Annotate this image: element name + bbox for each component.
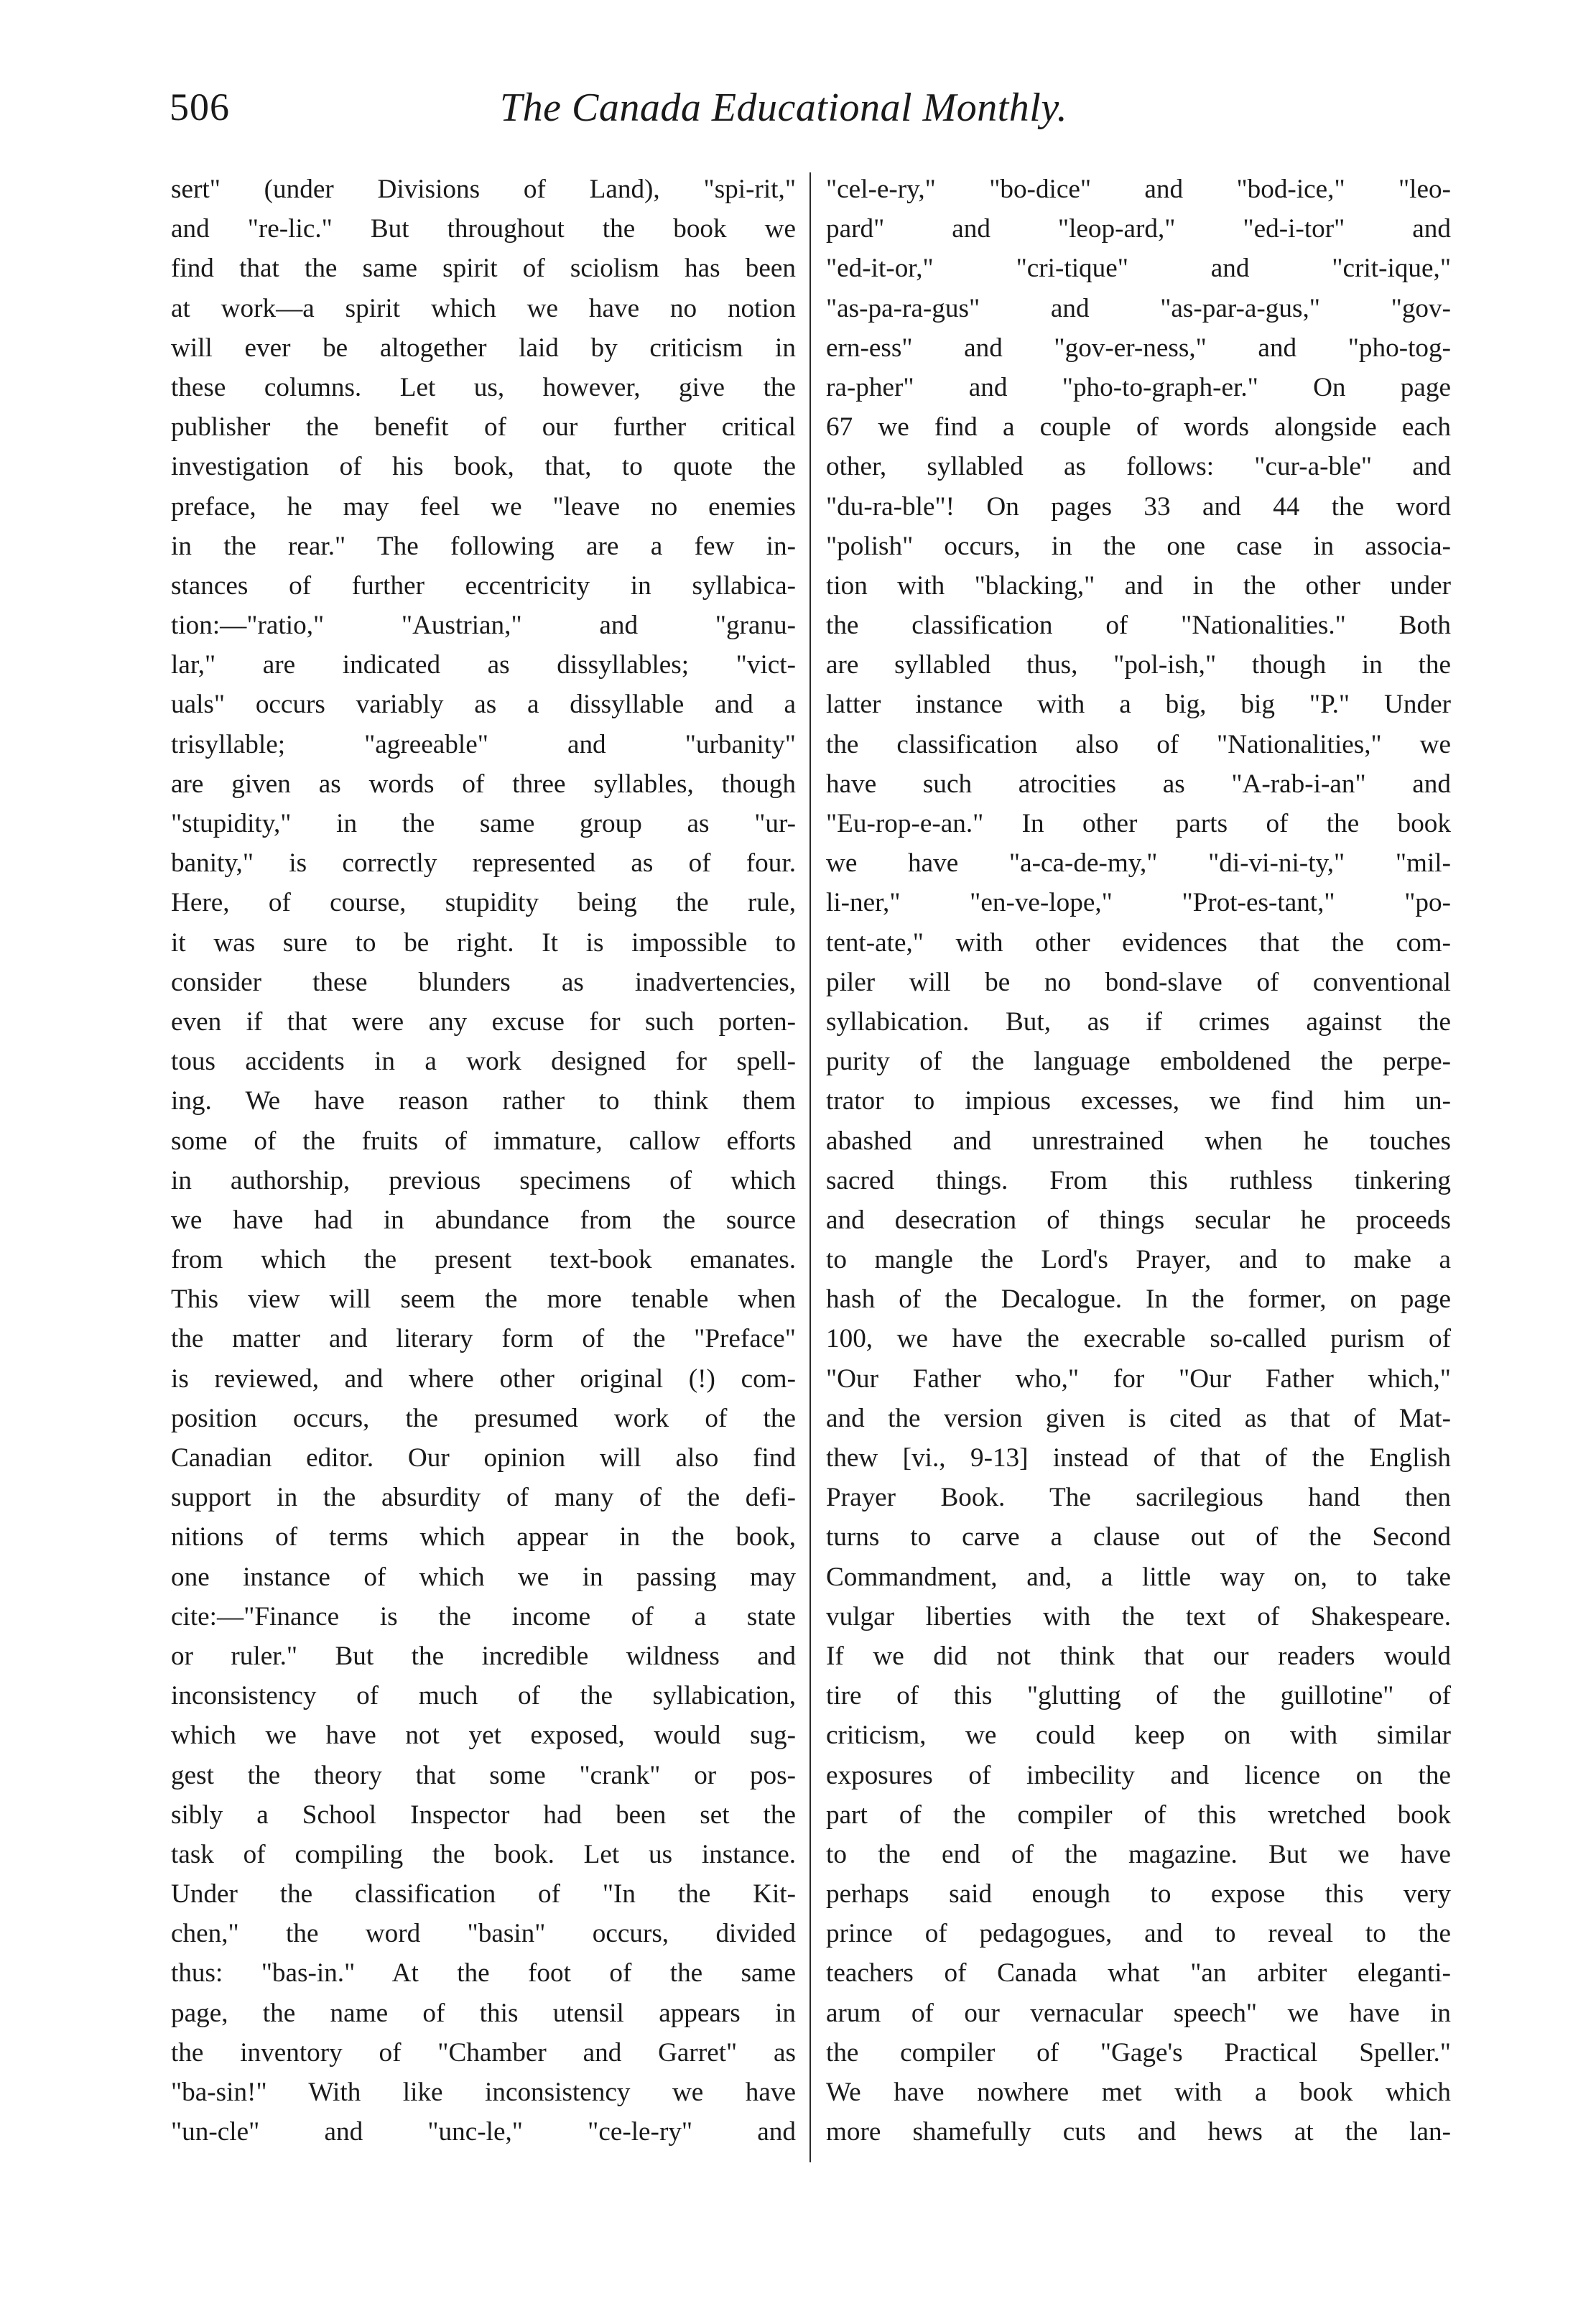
text-line: the classification of "Nationalities." Both bbox=[826, 611, 1451, 641]
text-line: trator to impious excesses, we find him un- bbox=[826, 1086, 1451, 1116]
text-line: tion:—"ratio," "Austrian," and "granu- bbox=[171, 611, 796, 641]
text-line: to the end of the magazine. But we have bbox=[826, 1839, 1451, 1869]
text-line: are given as words of three syllables, though bbox=[171, 769, 796, 799]
right-text-column bbox=[826, 170, 1451, 2152]
text-line: teachers of Canada what "an arbiter eleganti- bbox=[826, 1958, 1451, 1989]
text-line: hash of the Decalogue. In the former, on page bbox=[826, 1284, 1451, 1315]
text-line: thus: "bas-in." At the foot of the same bbox=[171, 1958, 796, 1989]
text-line: preface, he may feel we "leave no enemies bbox=[171, 491, 796, 522]
text-line: prince of pedagogues, and to reveal to the bbox=[826, 1919, 1451, 1949]
text-line: or ruler." But the incredible wildness and bbox=[171, 1641, 796, 1671]
text-line: "Eu-rop-e-an." In other parts of the book bbox=[826, 809, 1451, 838]
text-line: sibly a School Inspector had been set the bbox=[171, 1800, 796, 1830]
text-line: chen," the word "basin" occurs, divided bbox=[171, 1919, 796, 1949]
text-line: page, the name of this utensil appears in bbox=[171, 1998, 796, 2028]
text-line: which we have not yet exposed, would sug- bbox=[171, 1721, 796, 1751]
text-line: consider these blunders as inadvertencies, bbox=[171, 967, 796, 997]
text-line: turns to carve a clause out of the Second bbox=[826, 1522, 1451, 1552]
text-line: "du-ra-ble"! On pages 33 and 44 the word bbox=[826, 491, 1451, 522]
text-line: and the version given is cited as that of Mat- bbox=[826, 1403, 1451, 1433]
text-line: "ed-it-or," "cri-tique" and "crit-ique," bbox=[826, 254, 1451, 284]
text-line: "Our Father who," for "Our Father which," bbox=[826, 1364, 1451, 1394]
text-line: in the rear." The following are a few in- bbox=[171, 531, 796, 561]
text-line: Under the classification of "In the Kit- bbox=[171, 1879, 796, 1909]
text-line: these columns. Let us, however, give the bbox=[171, 372, 796, 402]
text-line: thew [vi., 9-13] instead of that of the English bbox=[826, 1443, 1451, 1473]
text-line: in authorship, previous specimens of which bbox=[171, 1165, 796, 1195]
text-line: li-ner," "en-ve-lope," "Prot-es-tant," "po- bbox=[826, 888, 1451, 918]
text-line: to mangle the Lord's Prayer, and to make a bbox=[826, 1245, 1451, 1275]
text-line: ern-ess" and "gov-er-ness," and "pho-tog- bbox=[826, 333, 1451, 363]
text-line: more shamefully cuts and hews at the lan- bbox=[826, 2117, 1451, 2147]
text-line: arum of our vernacular speech" we have in bbox=[826, 1998, 1451, 2028]
text-line: some of the fruits of immature, callow efforts bbox=[171, 1126, 796, 1156]
text-line: syllabication. But, as if crimes against the bbox=[826, 1006, 1451, 1037]
text-line: sacred things. From this ruthless tinkering bbox=[826, 1165, 1451, 1195]
column-divider bbox=[809, 172, 811, 2162]
text-line: sert" (under Divisions of Land), "spi-rit," bbox=[171, 175, 796, 204]
text-line: This view will seem the more tenable when bbox=[171, 1284, 796, 1315]
text-line: tire of this "glutting of the guillotine" of bbox=[826, 1681, 1451, 1711]
page-number: 506 bbox=[170, 85, 230, 129]
text-line: the compiler of "Gage's Practical Speller." bbox=[826, 2037, 1451, 2068]
text-line: support in the absurdity of many of the defi- bbox=[171, 1483, 796, 1513]
text-line: position occurs, the presumed work of the bbox=[171, 1403, 796, 1433]
text-line: gest the theory that some "crank" or pos- bbox=[171, 1760, 796, 1790]
text-line: purity of the language emboldened the perpe- bbox=[826, 1047, 1451, 1077]
text-line: the classification also of "Nationalities," we bbox=[826, 729, 1451, 759]
text-line: we have had in abundance from the source bbox=[171, 1205, 796, 1235]
text-line: is reviewed, and where other original (!) com- bbox=[171, 1364, 796, 1394]
text-line: and desecration of things secular he proceeds bbox=[826, 1205, 1451, 1235]
text-line: nitions of terms which appear in the book, bbox=[171, 1522, 796, 1552]
text-line: "stupidity," in the same group as "ur- bbox=[171, 809, 796, 838]
text-line: trisyllable; "agreeable" and "urbanity" bbox=[171, 729, 796, 759]
text-line: task of compiling the book. Let us instance. bbox=[171, 1839, 796, 1869]
text-line: even if that were any excuse for such porten- bbox=[171, 1006, 796, 1037]
text-line: other, syllabled as follows: "cur-a-ble" and bbox=[826, 452, 1451, 482]
text-line: stances of further eccentricity in syllabica- bbox=[171, 570, 796, 601]
text-line: pard" and "leop-ard," "ed-i-tor" and bbox=[826, 214, 1451, 244]
text-line: at work—a spirit which we have no notion bbox=[171, 293, 796, 323]
text-line: "ba-sin!" With like inconsistency we have bbox=[171, 2078, 796, 2107]
text-line: perhaps said enough to expose this very bbox=[826, 1879, 1451, 1909]
text-line: will ever be altogether laid by criticism in bbox=[171, 333, 796, 363]
text-line: the matter and literary form of the "Preface" bbox=[171, 1324, 796, 1354]
text-line: Canadian editor. Our opinion will also find bbox=[171, 1443, 796, 1473]
text-line: have such atrocities as "A-rab-i-an" and bbox=[826, 769, 1451, 799]
text-line: criticism, we could keep on with similar bbox=[826, 1721, 1451, 1751]
text-line: abashed and unrestrained when he touches bbox=[826, 1126, 1451, 1156]
text-line: part of the compiler of this wretched book bbox=[826, 1800, 1451, 1830]
text-line: "as-pa-ra-gus" and "as-par-a-gus," "gov- bbox=[826, 293, 1451, 323]
text-line: "polish" occurs, in the one case in associa- bbox=[826, 531, 1451, 561]
text-line: ra-pher" and "pho-to-graph-er." On page bbox=[826, 372, 1451, 402]
text-line: If we did not think that our readers would bbox=[826, 1641, 1451, 1671]
text-line: vulgar liberties with the text of Shakespeare. bbox=[826, 1601, 1451, 1631]
text-line: tion with "blacking," and in the other under bbox=[826, 570, 1451, 601]
text-line: tent-ate," with other evidences that the com- bbox=[826, 927, 1451, 958]
text-line: 67 we find a couple of words alongside each bbox=[826, 412, 1451, 443]
text-line: Commandment, and, a little way on, to take bbox=[826, 1562, 1451, 1592]
text-line: cite:—"Finance is the income of a state bbox=[171, 1601, 796, 1631]
text-line: ing. We have reason rather to think them bbox=[171, 1086, 796, 1116]
left-text-column bbox=[171, 170, 796, 2152]
text-line: uals" occurs variably as a dissyllable and a bbox=[171, 690, 796, 720]
text-line: "un-cle" and "unc-le," "ce-le-ry" and bbox=[171, 2117, 796, 2147]
text-line: tous accidents in a work designed for spell- bbox=[171, 1047, 796, 1077]
text-line: Here, of course, stupidity being the rule, bbox=[171, 888, 796, 918]
text-line: piler will be no bond-slave of conventional bbox=[826, 967, 1451, 997]
text-line: lar," are indicated as dissyllables; "vict- bbox=[171, 650, 796, 680]
text-line: 100, we have the execrable so-called purism of bbox=[826, 1324, 1451, 1354]
text-line: one instance of which we in passing may bbox=[171, 1562, 796, 1592]
text-line: from which the present text-book emanates. bbox=[171, 1245, 796, 1275]
text-line: find that the same spirit of sciolism has been bbox=[171, 254, 796, 284]
running-header bbox=[170, 85, 1434, 142]
text-line: inconsistency of much of the syllabication, bbox=[171, 1681, 796, 1711]
text-line: and "re-lic." But throughout the book we bbox=[171, 214, 796, 244]
text-line: investigation of his book, that, to quote the bbox=[171, 452, 796, 482]
text-line: the inventory of "Chamber and Garret" as bbox=[171, 2037, 796, 2068]
text-line: publisher the benefit of our further critical bbox=[171, 412, 796, 443]
running-title: The Canada Educational Monthly. bbox=[500, 85, 1068, 130]
text-line: we have "a-ca-de-my," "di-vi-ni-ty," "mil- bbox=[826, 848, 1451, 879]
text-line: "cel-e-ry," "bo-dice" and "bod-ice," "leo- bbox=[826, 175, 1451, 204]
text-line: are syllabled thus, "pol-ish," though in the bbox=[826, 650, 1451, 680]
text-line: We have nowhere met with a book which bbox=[826, 2078, 1451, 2107]
text-line: it was sure to be right. It is impossible to bbox=[171, 927, 796, 958]
text-line: Prayer Book. The sacrilegious hand then bbox=[826, 1483, 1451, 1513]
text-line: latter instance with a big, big "P." Under bbox=[826, 690, 1451, 720]
text-line: banity," is correctly represented as of four. bbox=[171, 848, 796, 879]
text-line: exposures of imbecility and licence on the bbox=[826, 1760, 1451, 1790]
